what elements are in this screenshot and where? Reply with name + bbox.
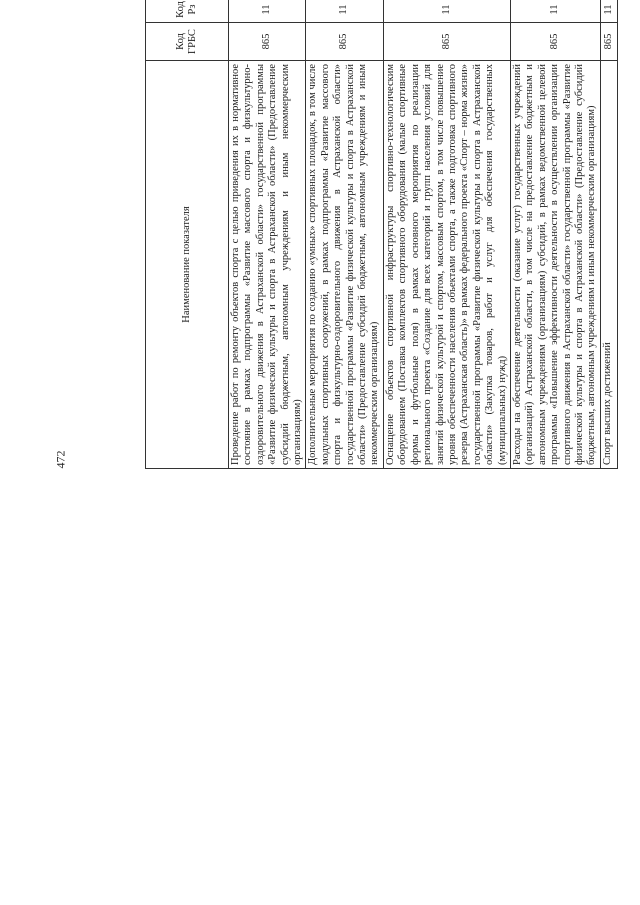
header-grbs: Код ГРБС <box>146 23 229 61</box>
row-name: Спорт высших достижений <box>600 61 617 469</box>
header-rz: Код Рз <box>146 0 229 23</box>
page-number: 472 <box>53 450 68 469</box>
row-name: Расходы на обеспечение деятельности (оказание услуг) государственных учреждений (организаций) Астраханской области, в том числе на предоставление бюджетным и автономным учреждениям (организациям) субсидий, в рамках ведомственной целевой программы «Повышение эффективности деятельности в осуществлении организации спортивного движения в Астраханской области» государственной программы «Развитие физической культуры и спорта в Астраханской области» (Предоставление субсидий бюджетным, автономным учреждениям и иным некоммерческим организациям) <box>510 61 600 469</box>
header-name: Наименование показателя <box>146 61 229 469</box>
row-rz: 11 <box>383 0 510 23</box>
budget-table-rotated <box>145 0 614 469</box>
row-rz: 11 <box>600 0 617 23</box>
row-name: Оснащение объектов спортивной инфраструктуры спортивно-технологическим оборудованием (Поставка комплектов спортивного оборудования (малые спортивные формы и футбольные поля) в рамках основного мероприятия по реализации регионального проекта «Создание для всех категорий и групп населения условий для занятий физической культурой и спортом, массовым спортом, в том числе повышение уровня обеспеченности населения объектами спорта, а также подготовка спортивного резерва (Астраханская область)» в рамках федерального проекта «Спорт – норма жизни» государственной программы «Развитие физической культуры и спорта в Астраханской области» (Закупка товаров, работ и услуг для обеспечения государственных (муниципальных) нужд) <box>383 61 510 469</box>
row-rz: 11 <box>306 0 383 23</box>
header-row <box>146 0 229 469</box>
budget-table-container <box>145 1 614 836</box>
table-row <box>306 0 383 469</box>
row-grbs: 865 <box>600 23 617 61</box>
table-row <box>229 0 306 469</box>
row-grbs: 865 <box>306 23 383 61</box>
row-rz: 11 <box>229 0 306 23</box>
row-grbs: 865 <box>229 23 306 61</box>
budget-table <box>145 0 618 469</box>
row-name: Дополнительные мероприятия по созданию «умных» спортивных площадок, в том числе модульных спортивных сооружений, в рамках подпрограммы «Развитие массового спорта и физкультурно-оздоровительного движения в Астраханской области» государственной программы «Развитие физической культуры и спорта в Астраханской области» (Предоставление субсидий бюджетным, автономным учреждениям и иным некоммерческим организациям) <box>306 61 383 469</box>
table-row <box>383 0 510 469</box>
row-rz: 11 <box>510 0 600 23</box>
row-grbs: 865 <box>383 23 510 61</box>
row-name: Проведение работ по ремонту объектов спорта с целью приведения их в нормативное состояние в рамках подпрограммы «Развитие массового спорта и физкультурно-оздоровительного движения в Астраханской области» государственной программы «Развитие физической культуры и спорта в Астраханской области» (Предоставление субсидий бюджетным, автономным учреждениям и иным некоммерческим организациям) <box>229 61 306 469</box>
table-row <box>510 0 600 469</box>
table-row <box>600 0 617 469</box>
row-grbs: 865 <box>510 23 600 61</box>
